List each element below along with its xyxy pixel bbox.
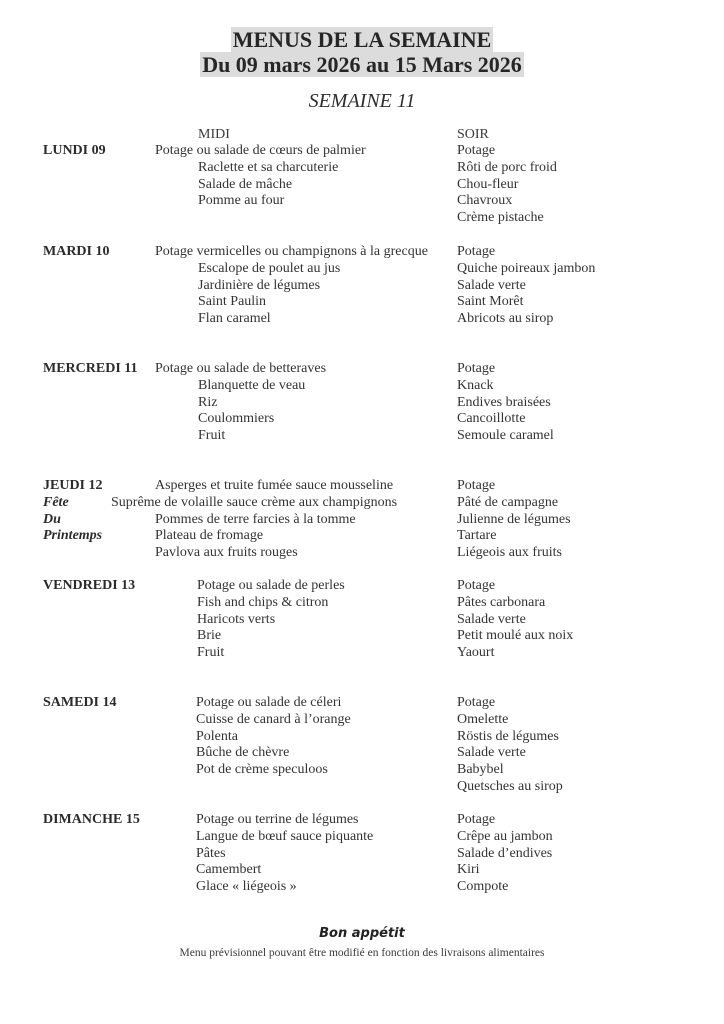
soir-dish: Semoule caramel: [457, 428, 554, 444]
midi-dish: Salade de mâche: [198, 176, 293, 192]
soir-menu: [457, 695, 563, 796]
soir-dish: Quiche poireaux jambon: [457, 260, 596, 276]
midi-dish: Pommes de terre farcies à la tomme: [155, 511, 356, 527]
soir-dish: Tartare: [457, 528, 497, 544]
midi-dish: Potage ou salade de céleri: [196, 695, 342, 710]
midi-dish: Haricots verts: [197, 611, 276, 627]
soir-menu: [457, 143, 557, 227]
day-name: VENDREDI 13: [43, 578, 136, 593]
midi-dish: Bûche de chèvre: [196, 745, 290, 761]
disclaimer-note: Menu prévisionnel pouvant être modifié en fonction des livraisons alimentaires: [179, 947, 545, 959]
midi-dish: Escalope de poulet au jus: [198, 260, 341, 276]
soir-dish: Quetsches au sirop: [457, 778, 563, 794]
soir-dish: Rôti de porc froid: [457, 159, 557, 175]
day-note: Fête: [43, 494, 69, 510]
day-name: JEUDI 12: [43, 478, 103, 493]
midi-dish: Blanquette de veau: [198, 377, 306, 393]
soir-dish: Julienne de légumes: [457, 511, 571, 527]
soir-dish: Liégeois aux fruits: [457, 545, 562, 561]
soir-dish: Potage: [457, 478, 496, 493]
midi-dish: Riz: [198, 394, 218, 410]
soir-dish: Chou-fleur: [457, 176, 519, 192]
midi-dish: Potage ou salade de betteraves: [155, 361, 327, 376]
midi-dish: Camembert: [196, 862, 262, 878]
day-name: MERCREDI 11: [43, 361, 138, 376]
soir-menu: [457, 361, 554, 445]
day-note: Du: [43, 511, 61, 527]
midi-dish: Potage ou salade de cœurs de palmier: [155, 143, 366, 158]
soir-menu: [457, 812, 553, 896]
soir-dish: Cancoillotte: [457, 411, 526, 427]
week-label: SEMAINE 11: [308, 90, 416, 112]
midi-dish: Cuisse de canard à l’orange: [196, 711, 351, 727]
day-name: LUNDI 09: [43, 143, 106, 158]
soir-dish: Salade verte: [457, 745, 526, 761]
soir-dish: Omelette: [457, 711, 509, 727]
soir-dish: Pâtes carbonara: [457, 594, 546, 610]
soir-dish: Petit moulé aux noix: [457, 628, 574, 644]
soir-dish: Potage: [457, 244, 496, 259]
midi-dish: Pomme au four: [198, 193, 285, 209]
soir-dish: Salade d’endives: [457, 845, 553, 861]
soir-dish: Chavroux: [457, 193, 513, 209]
soir-dish: Potage: [457, 143, 496, 158]
soir-dish: Potage: [457, 695, 496, 710]
soir-dish: Salade verte: [457, 277, 526, 293]
soir-dish: Yaourt: [457, 645, 495, 661]
midi-dish: Plateau de fromage: [155, 528, 264, 544]
soir-dish: Potage: [457, 361, 496, 376]
bon-appetit-signoff: Bon appétit: [319, 926, 405, 941]
midi-dish: Potage vermicelles ou champignons à la grecque: [155, 244, 428, 259]
soir-dish: Kiri: [457, 862, 480, 878]
midi-dish: Pavlova aux fruits rouges: [155, 545, 298, 561]
soir-dish: Pâté de campagne: [457, 494, 559, 510]
midi-dish: Raclette et sa charcuterie: [198, 159, 339, 175]
soir-menu: [457, 478, 571, 562]
midi-dish: Langue de bœuf sauce piquante: [196, 828, 374, 844]
soir-dish: Salade verte: [457, 611, 526, 627]
soir-dish: Abricots au sirop: [457, 311, 554, 327]
midi-dish: Fish and chips & citron: [197, 594, 329, 610]
midi-dish: Pot de crème speculoos: [196, 762, 328, 778]
soir-dish: Knack: [457, 377, 494, 393]
soir-dish: Potage: [457, 578, 496, 593]
midi-dish: Glace « liégeois »: [196, 879, 297, 895]
day-name: DIMANCHE 15: [43, 812, 140, 827]
midi-dish: Suprême de volaille sauce crème aux champignons: [111, 494, 398, 510]
soir-dish: Endives braisées: [457, 394, 551, 410]
midi-dish: Fruit: [198, 428, 226, 444]
soir-column-header: SOIR: [457, 127, 489, 142]
day-name: MARDI 10: [43, 244, 110, 259]
soir-menu: [457, 244, 595, 328]
midi-dish: Coulommiers: [198, 411, 275, 427]
midi-dish: Polenta: [196, 728, 238, 744]
soir-dish: Potage: [457, 812, 496, 827]
soir-dish: Röstis de légumes: [457, 728, 559, 744]
soir-dish: Saint Morêt: [457, 294, 524, 310]
date-range: Du 09 mars 2026 au 15 Mars 2026: [202, 52, 522, 77]
midi-dish: Flan caramel: [198, 311, 271, 327]
midi-dish: Potage ou terrine de légumes: [196, 812, 359, 827]
midi-dish: Fruit: [197, 645, 225, 661]
midi-dish: Jardinière de légumes: [198, 277, 321, 293]
soir-dish: Babybel: [457, 762, 504, 778]
day-name: SAMEDI 14: [43, 695, 117, 710]
midi-column-header: MIDI: [198, 127, 230, 142]
soir-dish: Compote: [457, 879, 509, 895]
midi-dish: Saint Paulin: [198, 294, 267, 310]
soir-dish: Crêpe au jambon: [457, 828, 553, 844]
menu-title-block: [0, 27, 724, 77]
menu-title: MENUS DE LA SEMAINE: [232, 27, 492, 52]
soir-menu: [457, 578, 573, 662]
midi-dish: Brie: [197, 628, 222, 644]
midi-dish: Asperges et truite fumée sauce mousseline: [155, 478, 394, 493]
soir-dish: Crème pistache: [457, 210, 544, 226]
midi-dish: Pâtes: [196, 845, 226, 861]
midi-dish: Potage ou salade de perles: [197, 578, 345, 593]
day-note: Printemps: [43, 528, 103, 544]
